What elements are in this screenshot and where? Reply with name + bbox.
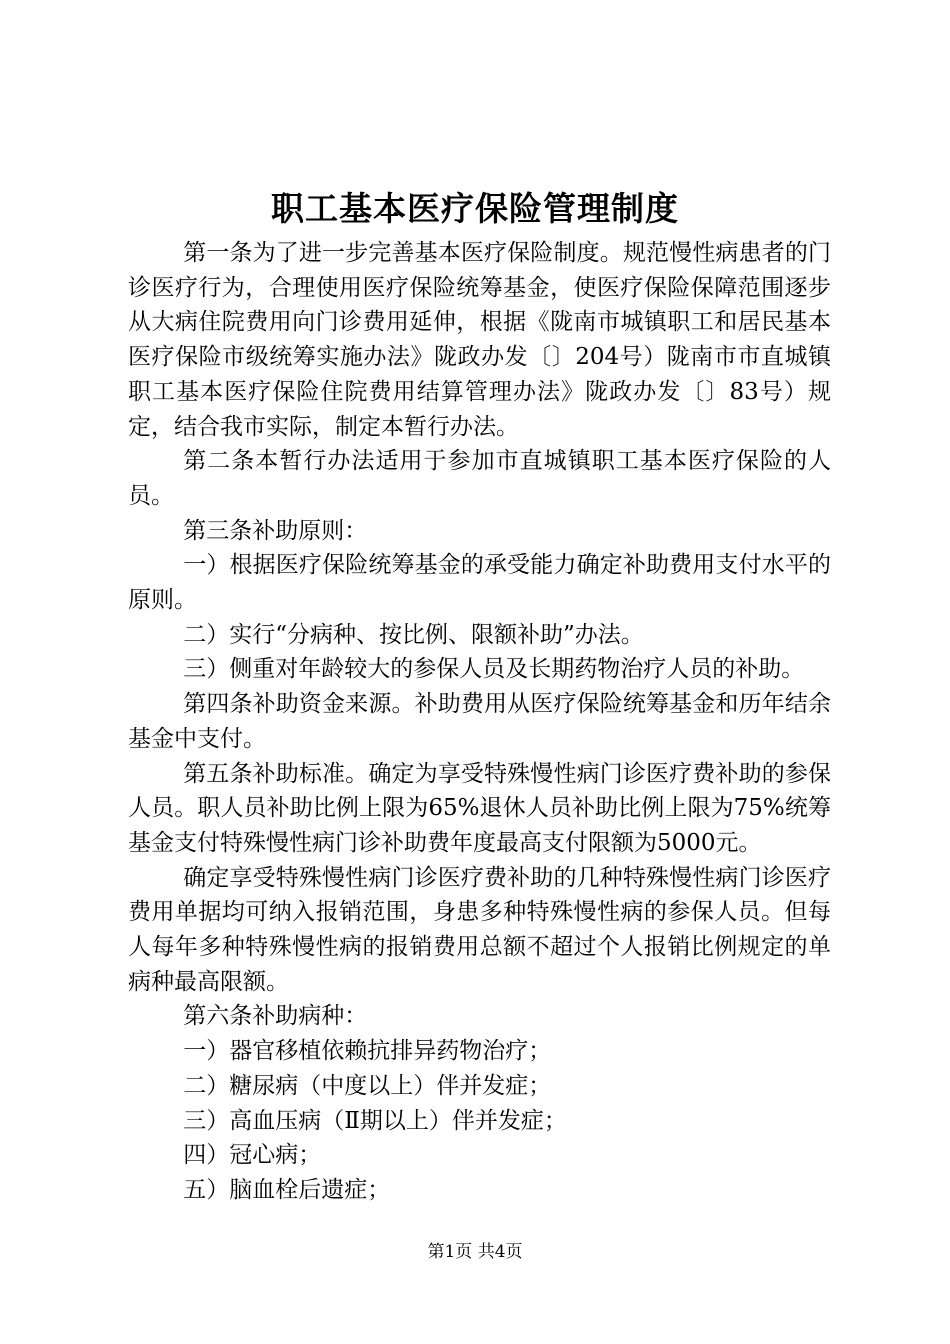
list-item-disease-1: 一）器官移植依赖抗排异药物治疗； (183, 1038, 552, 1065)
paragraph-article-1: 第一条为了进一步完善基本医疗保险制度。规范慢性病患者的门诊医疗行为，合理使用医疗保险统筹基金，使医疗保险保障范围逐步从大病住院费用向门诊费用延伸，根据《陇南市城镇职工和居民基本医疗保险市级统筹实施办法》陇政办发〔〕204号）陇南市市直城镇职工基本医疗保险住院费用结算管理办法》陇政办发〔〕83号）规定，结合我市实际，制定本暂行办法。 (128, 240, 831, 440)
page-number-footer: 第1页 共4页 (427, 1242, 523, 1262)
list-item-disease-3: 三）高血压病（Ⅱ期以上）伴并发症； (183, 1107, 567, 1134)
paragraph-article-5: 第五条补助标准。确定为享受特殊慢性病门诊医疗费补助的参保人员。职人员补助比例上限为65%退休人员补助比例上限为75%统筹基金支付特殊慢性病门诊补助费年度最高支付限额为5000元。 (128, 760, 831, 856)
list-item-disease-5: 五）脑血栓后遗症； (183, 1176, 391, 1203)
list-item-disease-2: 二）糖尿病（中度以上）伴并发症； (183, 1072, 552, 1099)
paragraph-article-5-detail: 确定享受特殊慢性病门诊医疗费补助的几种特殊慢性病门诊医疗费用单据均可纳入报销范围，身患多种特殊慢性病的参保人员。但每人每年多种特殊慢性病的报销费用总额不超过个人报销比例规定的单病种最高限额。 (128, 864, 831, 995)
paragraph-article-6: 第六条补助病种： (183, 1003, 368, 1030)
paragraph-article-2: 第二条本暂行办法适用于参加市直城镇职工基本医疗保险的人员。 (128, 448, 831, 509)
paragraph-principle-3: 三）侧重对年龄较大的参保人员及长期药物治疗人员的补助。 (183, 656, 805, 683)
document-body (128, 236, 831, 1208)
paragraph-principle-1: 一）根据医疗保险统筹基金的承受能力确定补助费用支付水平的原则。 (128, 552, 831, 614)
paragraph-principle-2: 二）实行“分病种、按比例、限额补助”办法。 (183, 621, 644, 648)
list-item-disease-4: 四）冠心病； (183, 1142, 322, 1169)
document-title: 职工基本医疗保险管理制度 (271, 189, 679, 228)
paragraph-article-4: 第四条补助资金来源。补助费用从医疗保险统筹基金和历年结余基金中支付。 (128, 691, 831, 752)
paragraph-article-3: 第三条补助原则： (183, 517, 368, 544)
